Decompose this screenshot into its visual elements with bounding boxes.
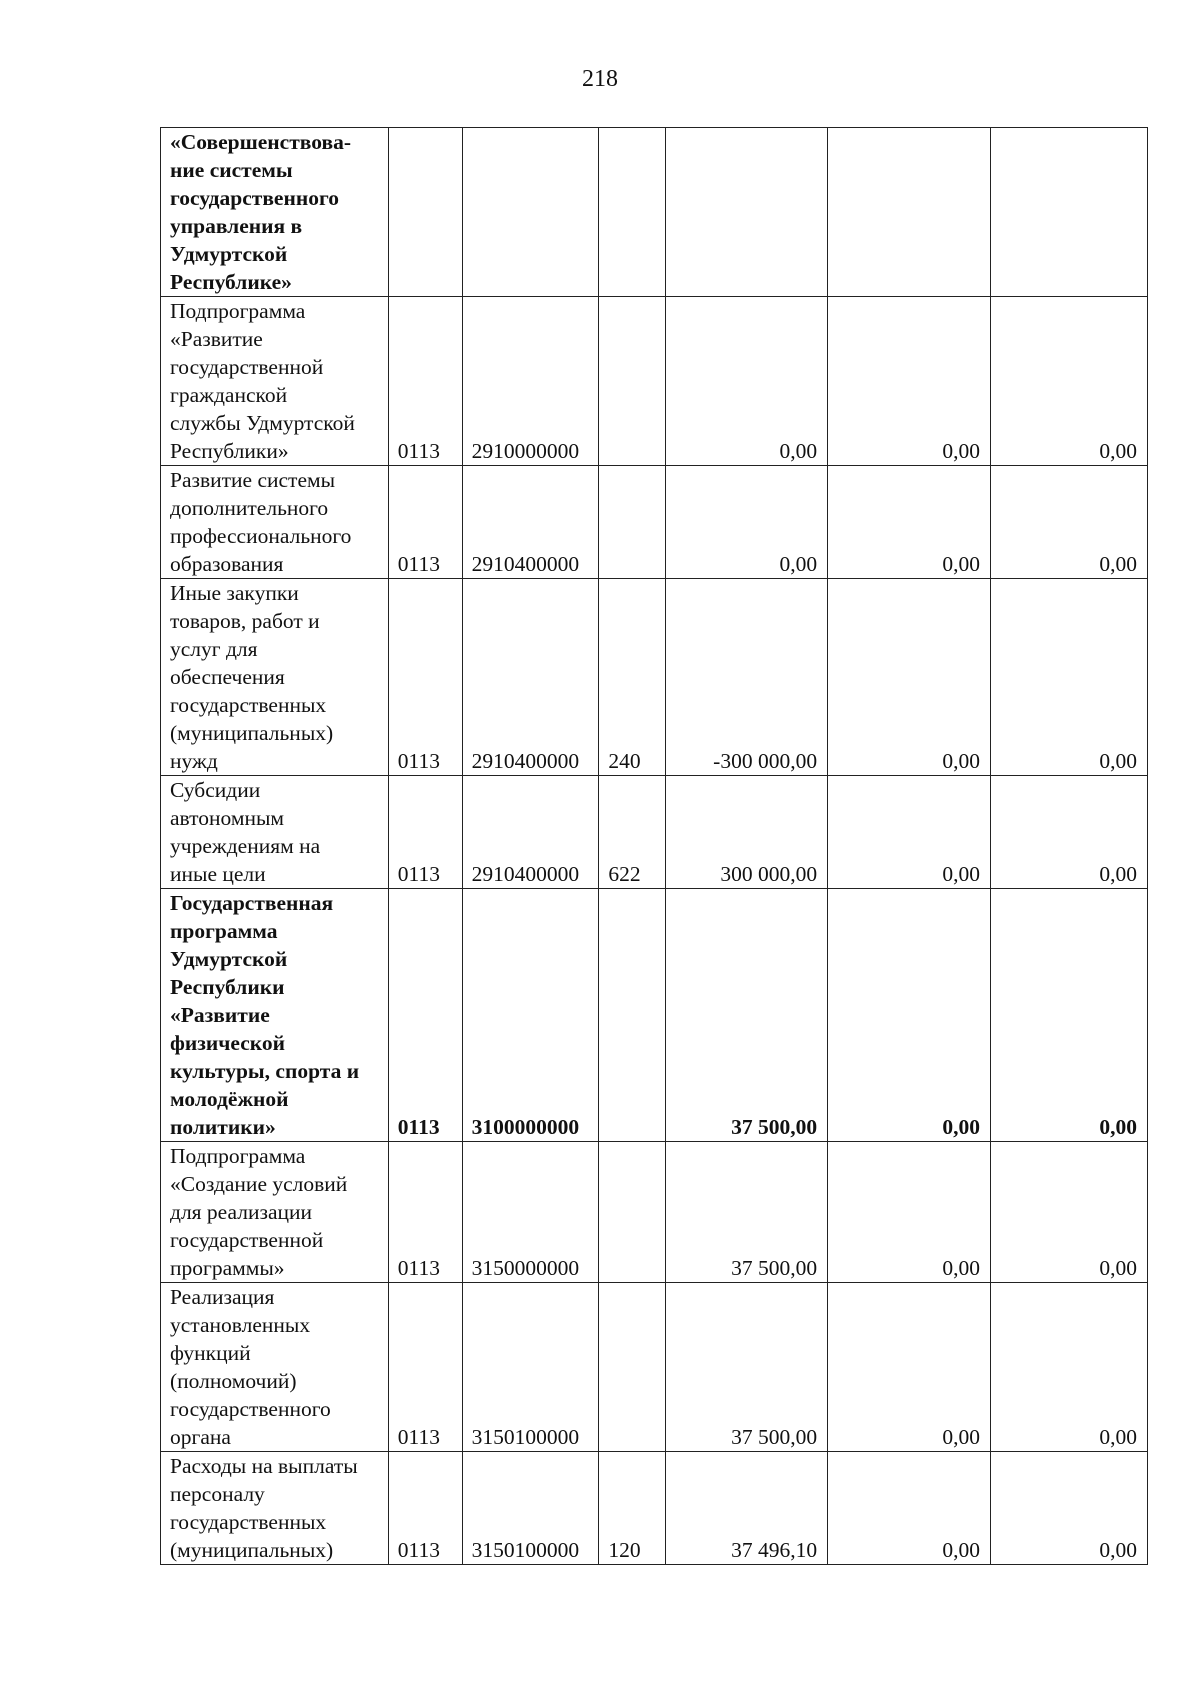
amount-cell-1: 37 496,10 xyxy=(666,1452,828,1565)
amount-cell-3: 0,00 xyxy=(991,1452,1148,1565)
expense-name-text: Субсидии автономным учреждениям на иные цели xyxy=(170,778,321,886)
amount-cell-1: -300 000,00 xyxy=(666,579,828,776)
expense-name-text: Расходы на выплаты персоналу государственных (муниципальных) xyxy=(170,1454,358,1562)
table-row xyxy=(161,1142,1148,1283)
amount-cell-3: 0,00 xyxy=(991,1283,1148,1452)
table-row xyxy=(161,466,1148,579)
target-article-cell: 3150100000 xyxy=(462,1283,599,1452)
amount-cell-1 xyxy=(666,128,828,297)
amount-cell-2: 0,00 xyxy=(828,297,991,466)
amount-cell-1: 37 500,00 xyxy=(666,1142,828,1283)
amount-cell-2: 0,00 xyxy=(828,1283,991,1452)
expense-name-cell xyxy=(161,1142,389,1283)
page-number: 218 xyxy=(582,66,618,92)
amount-cell-1: 0,00 xyxy=(666,466,828,579)
section-code-cell: 0113 xyxy=(388,297,462,466)
expense-type-cell: 240 xyxy=(599,579,666,776)
expense-type-cell xyxy=(599,1283,666,1452)
table-row xyxy=(161,889,1148,1142)
section-code-cell: 0113 xyxy=(388,466,462,579)
amount-cell-1: 300 000,00 xyxy=(666,776,828,889)
expense-type-cell xyxy=(599,128,666,297)
target-article-cell: 2910400000 xyxy=(462,776,599,889)
section-code-cell: 0113 xyxy=(388,1452,462,1565)
amount-cell-3: 0,00 xyxy=(991,579,1148,776)
expense-name-cell xyxy=(161,466,389,579)
amount-cell-3: 0,00 xyxy=(991,776,1148,889)
table-row xyxy=(161,1283,1148,1452)
expense-name-text: Подпрограмма «Развитие государственной гражданской службы Удмуртской Республики» xyxy=(170,299,355,463)
expense-name-text: Реализация установленных функций (полномочий) государственного органа xyxy=(170,1285,331,1449)
expense-type-cell: 120 xyxy=(599,1452,666,1565)
expense-name-text: Иные закупки товаров, работ и услуг для обеспечения государственных (муниципальных) нужд xyxy=(170,581,334,773)
target-article-cell: 3150100000 xyxy=(462,1452,599,1565)
amount-cell-1: 37 500,00 xyxy=(666,1283,828,1452)
expense-name-text: «Совершенствова- ние системы государственного управления в Удмуртской Республике» xyxy=(170,130,351,294)
budget-table-body xyxy=(161,128,1148,1565)
target-article-cell: 2910000000 xyxy=(462,297,599,466)
amount-cell-2: 0,00 xyxy=(828,466,991,579)
expense-type-cell: 622 xyxy=(599,776,666,889)
budget-table xyxy=(160,127,1148,1565)
amount-cell-3: 0,00 xyxy=(991,466,1148,579)
expense-type-cell xyxy=(599,466,666,579)
amount-cell-2 xyxy=(828,128,991,297)
expense-name-text: Развитие системы дополнительного профессионального образования xyxy=(170,468,352,576)
table-row xyxy=(161,1452,1148,1565)
target-article-cell: 3150000000 xyxy=(462,1142,599,1283)
amount-cell-1: 0,00 xyxy=(666,297,828,466)
expense-name-cell xyxy=(161,297,389,466)
expense-type-cell xyxy=(599,889,666,1142)
amount-cell-1: 37 500,00 xyxy=(666,889,828,1142)
table-row xyxy=(161,579,1148,776)
expense-name-cell xyxy=(161,1283,389,1452)
amount-cell-3 xyxy=(991,128,1148,297)
target-article-cell: 2910400000 xyxy=(462,579,599,776)
amount-cell-3: 0,00 xyxy=(991,1142,1148,1283)
target-article-cell: 2910400000 xyxy=(462,466,599,579)
amount-cell-3: 0,00 xyxy=(991,297,1148,466)
table-row xyxy=(161,128,1148,297)
expense-name-text: Государственная программа Удмуртской Республики «Развитие физической культуры, спорта и молодёжной политики» xyxy=(170,891,360,1139)
section-code-cell: 0113 xyxy=(388,579,462,776)
section-code-cell: 0113 xyxy=(388,776,462,889)
section-code-cell: 0113 xyxy=(388,1142,462,1283)
amount-cell-3: 0,00 xyxy=(991,889,1148,1142)
amount-cell-2: 0,00 xyxy=(828,776,991,889)
expense-name-cell xyxy=(161,579,389,776)
expense-name-text: Подпрограмма «Создание условий для реализации государственной программы» xyxy=(170,1144,348,1280)
expense-name-cell xyxy=(161,1452,389,1565)
expense-name-cell xyxy=(161,889,389,1142)
amount-cell-2: 0,00 xyxy=(828,579,991,776)
target-article-cell xyxy=(462,128,599,297)
expense-name-cell xyxy=(161,128,389,297)
expense-type-cell xyxy=(599,1142,666,1283)
table-row xyxy=(161,297,1148,466)
amount-cell-2: 0,00 xyxy=(828,1142,991,1283)
section-code-cell xyxy=(388,128,462,297)
table-row xyxy=(161,776,1148,889)
expense-type-cell xyxy=(599,297,666,466)
section-code-cell: 0113 xyxy=(388,1283,462,1452)
section-code-cell: 0113 xyxy=(388,889,462,1142)
amount-cell-2: 0,00 xyxy=(828,1452,991,1565)
amount-cell-2: 0,00 xyxy=(828,889,991,1142)
target-article-cell: 3100000000 xyxy=(462,889,599,1142)
expense-name-cell xyxy=(161,776,389,889)
